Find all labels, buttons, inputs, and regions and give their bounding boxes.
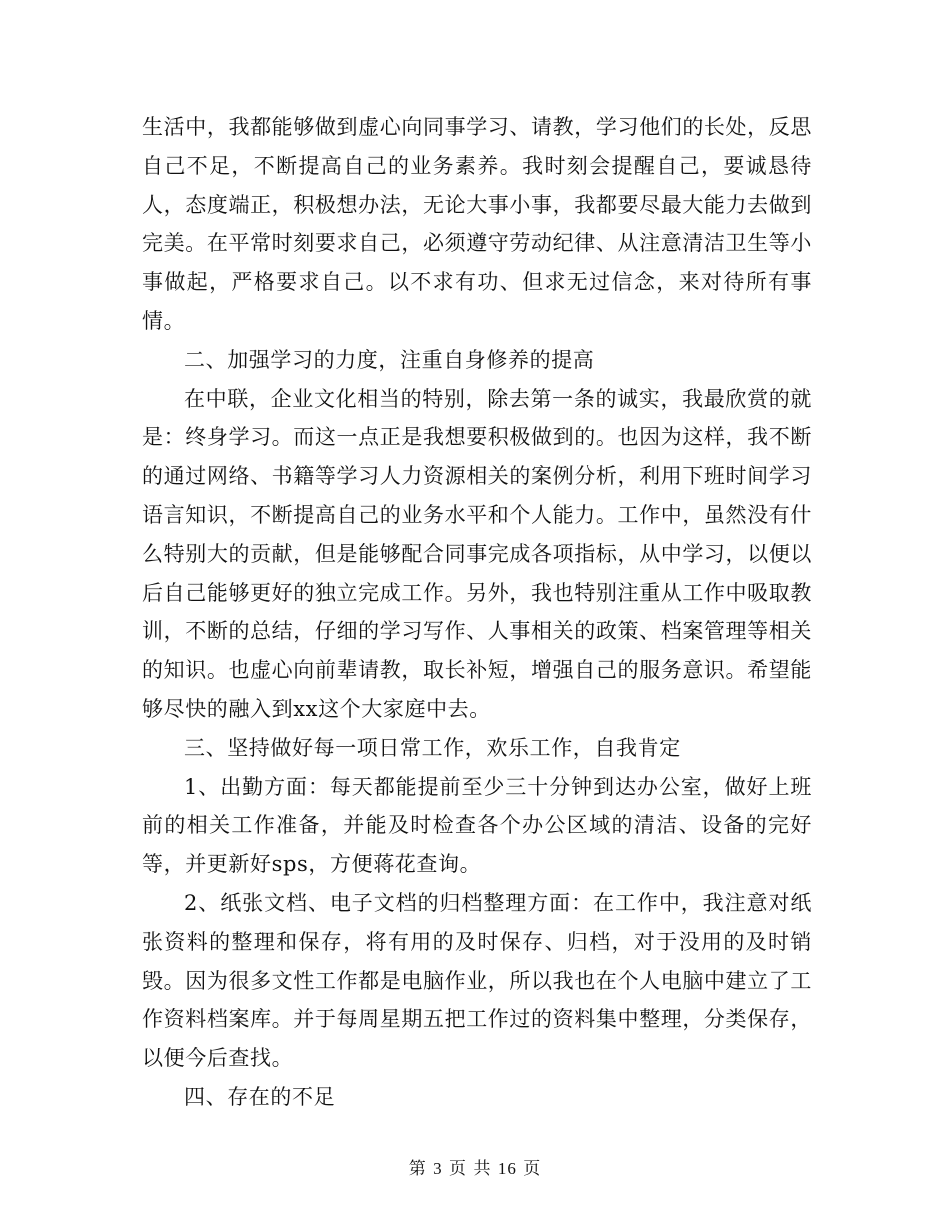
footer-middle: 页 共: [449, 1159, 492, 1179]
total-page-count: 16: [497, 1159, 517, 1178]
section-heading-4: 四、存在的不足: [184, 1084, 336, 1109]
paragraph-continuation: 生活中，我都能够做到虚心向同事学习、请教，学习他们的长处，反思自己不足，不断提高自己的业务素养。我时刻会提醒自己，要诚恳待人，态度端正，积极想办法，无论大事小事，我都要尽最大能力去做到完美。在平常时刻要求自己，必须遵守劳动纪律、从注意清洁卫生等小事做起，严格要求自己。以不求有功、但求无过信念，来对待所有事情。: [142, 115, 812, 333]
section-heading-2: 二、加强学习的力度，注重自身修养的提高: [184, 347, 595, 372]
footer-suffix: 页: [523, 1159, 542, 1179]
footer-prefix: 第: [408, 1159, 427, 1179]
paragraph-archiving: 2、纸张文档、电子文档的归档整理方面：在工作中，我注意对纸张资料的整理和保存，将有用的及时保存、归档，对于没用的及时销毁。因为很多文性工作都是电脑作业，所以我也在个人电脑中建立了工作资料档案库。并于每周星期五把工作过的资料集中整理，分类保存，以便今后查找。: [142, 890, 812, 1071]
current-page-number: 3: [433, 1159, 443, 1178]
page-footer: [0, 1154, 950, 1179]
paragraph-attendance: 1、出勤方面：每天都能提前至少三十分钟到达办公室，做好上班前的相关工作准备，并能及时检查各个办公区域的清洁、设备的完好等，并更新好sps，方便蒋花查询。: [142, 774, 812, 877]
paragraph-learning: 在中联，企业文化相当的特别，除去第一条的诚实，我最欣赏的就是：终身学习。而这一点正是我想要积极做到的。也因为这样，我不断的通过网络、书籍等学习人力资源相关的案例分析，利用下班时间学习语言知识，不断提高自己的业务水平和个人能力。工作中，虽然没有什么特别大的贡献，但是能够配合同事完成各项指标，从中学习，以便以后自己能够更好的独立完成工作。另外，我也特别注重从工作中吸取教训，不断的总结，仔细的学习写作、人事相关的政策、档案管理等相关的知识。也虚心向前辈请教，取长补短，增强自己的服务意识。希望能够尽快的融入到xx这个大家庭中去。: [142, 386, 812, 721]
document-body: [142, 108, 812, 1117]
section-heading-3: 三、坚持做好每一项日常工作，欢乐工作，自我肯定: [184, 735, 681, 760]
